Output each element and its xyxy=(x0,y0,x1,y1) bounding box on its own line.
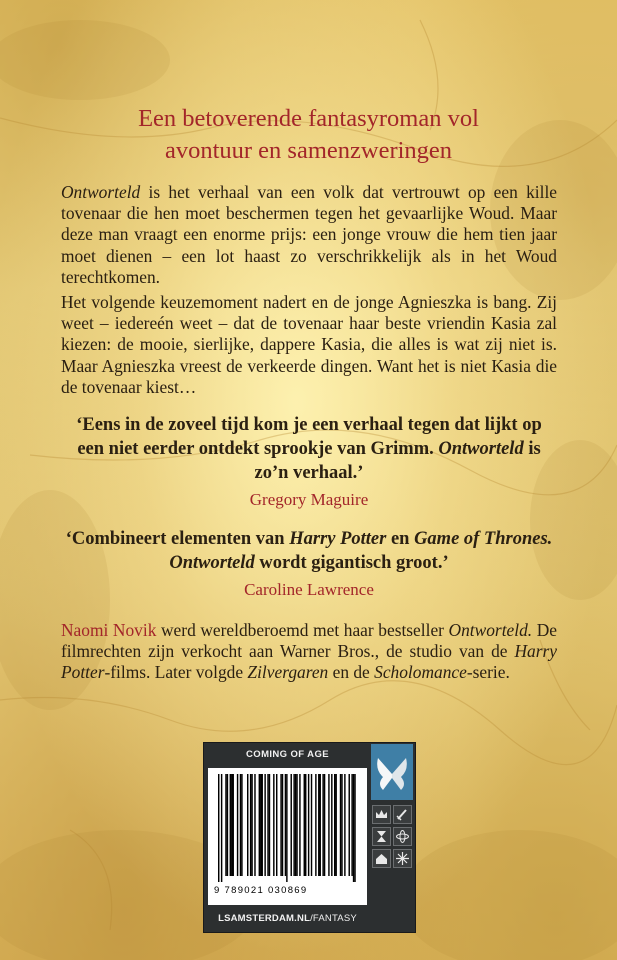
author-bio xyxy=(61,620,557,684)
barcode-bar xyxy=(320,774,321,876)
synopsis-text-1: is het verhaal van een volk dat vertrouwt op een kille tovenaar die hen moet beschermen tegen het gevaarlijke Woud. Maar deze man vraagt een enorme prijs: een jonge vrouw die hem tien jaar moet dienen – een lot haast zo verschrikkelijk als in het Woud terechtkomen. xyxy=(61,182,557,287)
tagline-line-1: Een betoverende fantasyroman vol xyxy=(138,105,479,132)
bio-text-d: en de xyxy=(328,662,375,683)
bio-italic-4: Scholomance xyxy=(374,662,467,683)
publisher-url-path: /FANTASY xyxy=(310,913,357,924)
house-icon xyxy=(372,849,391,868)
isbn-number: 9 789021 030869 xyxy=(214,885,308,896)
barcode-bar xyxy=(296,774,297,876)
barcode-bar xyxy=(322,774,323,876)
barcode-bar xyxy=(259,774,260,876)
barcode-bars xyxy=(208,768,367,886)
barcode-bar xyxy=(354,774,355,882)
barcode-bar xyxy=(233,774,234,876)
barcode-bar xyxy=(305,774,306,876)
barcode-bar xyxy=(276,774,277,876)
bio-text-e: -serie. xyxy=(466,662,510,683)
barcode-bar xyxy=(285,774,286,876)
barcode-panel xyxy=(203,742,372,933)
barcode-bar xyxy=(225,774,226,876)
barcode-bar xyxy=(280,774,281,876)
genre-label: COMING OF AGE xyxy=(246,749,329,760)
barcode-bar xyxy=(335,774,336,876)
quote-1-text-b: is zo’n verhaal.’ xyxy=(254,439,541,483)
author-name: Naomi Novik xyxy=(61,620,157,640)
publisher-url xyxy=(204,907,371,931)
barcode-bar xyxy=(260,774,261,876)
barcode-bar xyxy=(349,774,350,876)
review-quote-2 xyxy=(61,527,557,602)
barcode-bar xyxy=(267,774,268,876)
barcode-bar xyxy=(334,774,335,876)
barcode-bar xyxy=(221,774,222,882)
barcode-bar xyxy=(251,774,252,876)
genre-icon-panel xyxy=(370,742,416,933)
bio-italic-3: Zilvergaren xyxy=(247,662,329,683)
barcode-bar xyxy=(311,774,312,876)
barcode-bar xyxy=(286,774,287,882)
bio-text-b: De filmrechten zijn verkocht aan Warner Bros., de studio van de xyxy=(61,620,557,662)
quote-2-italic-2: Game of Thrones. Ontworteld xyxy=(169,529,553,573)
synopsis-paragraph-2 xyxy=(61,292,557,398)
barcode-bar xyxy=(340,774,341,876)
barcode-bar xyxy=(227,774,228,876)
bio-italic-1: Ontworteld. xyxy=(448,620,533,640)
barcode-bar xyxy=(291,774,292,876)
bio-text-c: -films. Later volgde xyxy=(104,662,248,683)
barcode-bar xyxy=(315,774,316,876)
barcode-bar xyxy=(328,774,329,876)
barcode-bar xyxy=(308,774,309,876)
sword-icon xyxy=(393,805,412,824)
hourglass-icon xyxy=(372,827,391,846)
barcode-bar xyxy=(254,774,255,876)
tagline-heading xyxy=(70,103,547,167)
barcode-bar xyxy=(293,774,294,876)
quote-1-book-title: Ontworteld xyxy=(438,439,524,459)
barcode-bar xyxy=(341,774,342,876)
tagline-line-2: avontuur en samenzweringen xyxy=(164,137,453,164)
barcode-bar xyxy=(269,774,270,876)
butterfly-logo-icon xyxy=(371,744,413,800)
barcode-bar xyxy=(344,774,345,876)
synopsis-paragraph-1 xyxy=(61,182,557,288)
quote-2-text-a: ‘Combineert elementen van xyxy=(65,529,290,549)
quote-1-author: Gregory Maguire xyxy=(249,490,369,509)
bio-text-a: werd wereldberoemd met haar bestseller xyxy=(156,620,449,640)
bio-italic-2: Harry Potter xyxy=(61,641,557,683)
barcode-bar xyxy=(241,774,242,876)
barcode-bar xyxy=(231,774,232,876)
quote-2-text-c: wordt gigantisch groot.’ xyxy=(254,553,449,573)
barcode-bar xyxy=(230,774,231,876)
barcode-bar xyxy=(273,774,274,876)
barcode-bar xyxy=(295,774,296,876)
quote-2-italic-1: Harry Potter xyxy=(289,529,387,549)
atom-icon xyxy=(393,827,412,846)
barcode-bar xyxy=(264,774,265,876)
book-title: Ontworteld xyxy=(61,182,141,202)
barcode-bar xyxy=(331,774,332,876)
barcode-bar xyxy=(318,774,319,876)
review-quote-1 xyxy=(61,413,557,512)
isbn-barcode xyxy=(208,768,367,905)
quote-2-text-b: en xyxy=(386,529,415,549)
barcode-bar xyxy=(324,774,325,876)
star-burst-icon xyxy=(393,849,412,868)
publisher-url-domain: LSAMSTERDAM.NL xyxy=(218,913,311,924)
synopsis-text-2: Het volgende keuzemoment nadert en de jonge Agnieszka is bang. Zij weet – iedereén weet – dat de tovenaar haar beste vriendin Kasia zal kiezen: de mooie, sierlijke, dappere Kasia, die alles is wat zij niet is. Maar Agnieszka vreest de verkeerde dingen. Want het is niet Kasia die de tovenaar kiest… xyxy=(61,292,557,397)
barcode-bar xyxy=(282,774,283,876)
barcode-bar xyxy=(299,774,300,876)
barcode-bar xyxy=(237,774,238,876)
quote-1-text-a: ‘Eens in de zoveel tijd kom je een verhaal tegen dat lijkt op een niet eerder ontdekt sprookje van Grimm. xyxy=(76,415,542,459)
barcode-bar xyxy=(351,774,352,876)
crown-icon xyxy=(372,805,391,824)
barcode-bar xyxy=(250,774,251,876)
barcode-bar xyxy=(247,774,248,876)
barcode-bar xyxy=(262,774,263,876)
barcode-bar xyxy=(218,774,219,882)
barcode-bar xyxy=(353,774,354,882)
barcode-bar xyxy=(304,774,305,876)
barcode-bar xyxy=(240,774,241,876)
quote-2-author: Caroline Lawrence xyxy=(244,580,374,599)
